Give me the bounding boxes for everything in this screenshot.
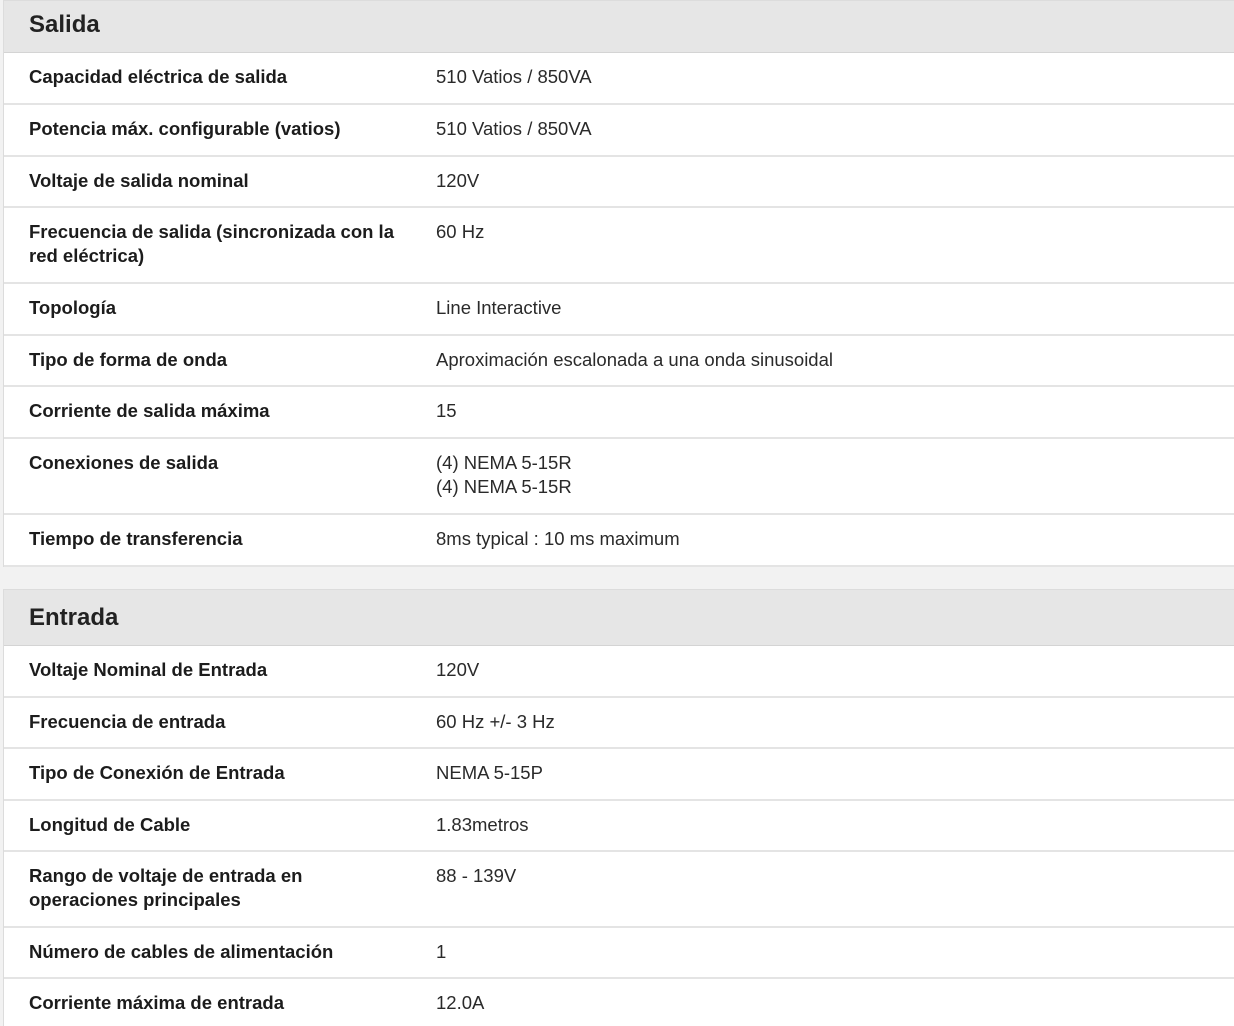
spec-row xyxy=(4,157,1234,208)
spec-value xyxy=(411,439,1234,513)
spec-value-line: Line Interactive xyxy=(436,297,562,318)
spec-value-line: (4) NEMA 5-15R xyxy=(436,476,572,497)
spec-row xyxy=(4,439,1234,515)
spec-label: Voltaje Nominal de Entrada xyxy=(29,659,268,680)
spec-value xyxy=(411,852,1234,926)
spec-value-line: (4) NEMA 5-15R xyxy=(436,452,572,473)
spec-value xyxy=(411,336,1234,385)
spec-row xyxy=(4,387,1234,439)
spec-value-line: 120V xyxy=(436,170,480,191)
section-title: Salida xyxy=(29,10,100,38)
spec-row xyxy=(4,105,1234,157)
spec-label: Topología xyxy=(29,297,116,318)
spec-label: Conexiones de salida xyxy=(29,452,219,473)
spec-value-line: 60 Hz +/- 3 Hz xyxy=(436,711,555,732)
spec-value-line: 1 xyxy=(436,941,447,962)
section-title: Entrada xyxy=(29,603,119,631)
spec-value xyxy=(411,53,1234,103)
spec-value xyxy=(411,208,1234,282)
spec-value xyxy=(411,284,1234,334)
spec-value-line: 12.0A xyxy=(436,992,485,1013)
spec-row xyxy=(4,284,1234,336)
spec-row xyxy=(4,801,1234,852)
spec-label: Voltaje de salida nominal xyxy=(29,170,249,191)
spec-label: Tipo de Conexión de Entrada xyxy=(29,762,285,783)
spec-value-line: 510 Vatios / 850VA xyxy=(436,66,592,87)
spec-value xyxy=(411,105,1234,155)
section-entrada xyxy=(3,589,1234,1026)
spec-row xyxy=(4,515,1234,567)
spec-value-line: 1.83metros xyxy=(436,814,529,835)
spec-value xyxy=(411,646,1234,696)
spec-row xyxy=(4,698,1234,749)
spec-row xyxy=(4,646,1234,698)
spec-value xyxy=(411,387,1234,437)
spec-value-line: 510 Vatios / 850VA xyxy=(436,118,592,139)
spec-value xyxy=(411,157,1234,206)
spec-row xyxy=(4,928,1234,979)
spec-label: Rango de voltaje de entrada en operaciones principales xyxy=(29,865,303,910)
section-header xyxy=(4,590,1234,646)
spec-label: Longitud de Cable xyxy=(29,814,191,835)
spec-value-line: 8ms typical : 10 ms maximum xyxy=(436,528,680,549)
spec-row xyxy=(4,852,1234,928)
spec-value xyxy=(411,515,1234,565)
spec-label: Corriente de salida máxima xyxy=(29,400,270,421)
spec-label: Frecuencia de entrada xyxy=(29,711,226,732)
spec-label: Frecuencia de salida (sincronizada con la red eléctrica) xyxy=(29,221,394,266)
spec-row xyxy=(4,749,1234,801)
spec-value-line: 60 Hz xyxy=(436,221,485,242)
spec-label: Tiempo de transferencia xyxy=(29,528,243,549)
spec-label: Potencia máx. configurable (vatios) xyxy=(29,118,341,139)
spec-value-line: NEMA 5-15P xyxy=(436,762,543,783)
spec-value-line: 120V xyxy=(436,659,480,680)
spec-value-line: 15 xyxy=(436,400,457,421)
spec-value xyxy=(411,749,1234,799)
section-salida xyxy=(3,0,1234,567)
spec-value xyxy=(411,801,1234,850)
spec-value xyxy=(411,928,1234,977)
spec-value xyxy=(411,698,1234,747)
spec-label: Capacidad eléctrica de salida xyxy=(29,66,288,87)
spec-label: Corriente máxima de entrada xyxy=(29,992,284,1013)
section-header xyxy=(4,1,1234,53)
spec-row xyxy=(4,208,1234,284)
spec-value xyxy=(411,979,1234,1026)
spec-row xyxy=(4,336,1234,387)
spec-value-line: 88 - 139V xyxy=(436,865,517,886)
spec-row xyxy=(4,53,1234,105)
spec-label: Número de cables de alimentación xyxy=(29,941,334,962)
spec-row xyxy=(4,979,1234,1026)
spec-label: Tipo de forma de onda xyxy=(29,349,228,370)
spec-value-line: Aproximación escalonada a una onda sinusoidal xyxy=(436,349,833,370)
